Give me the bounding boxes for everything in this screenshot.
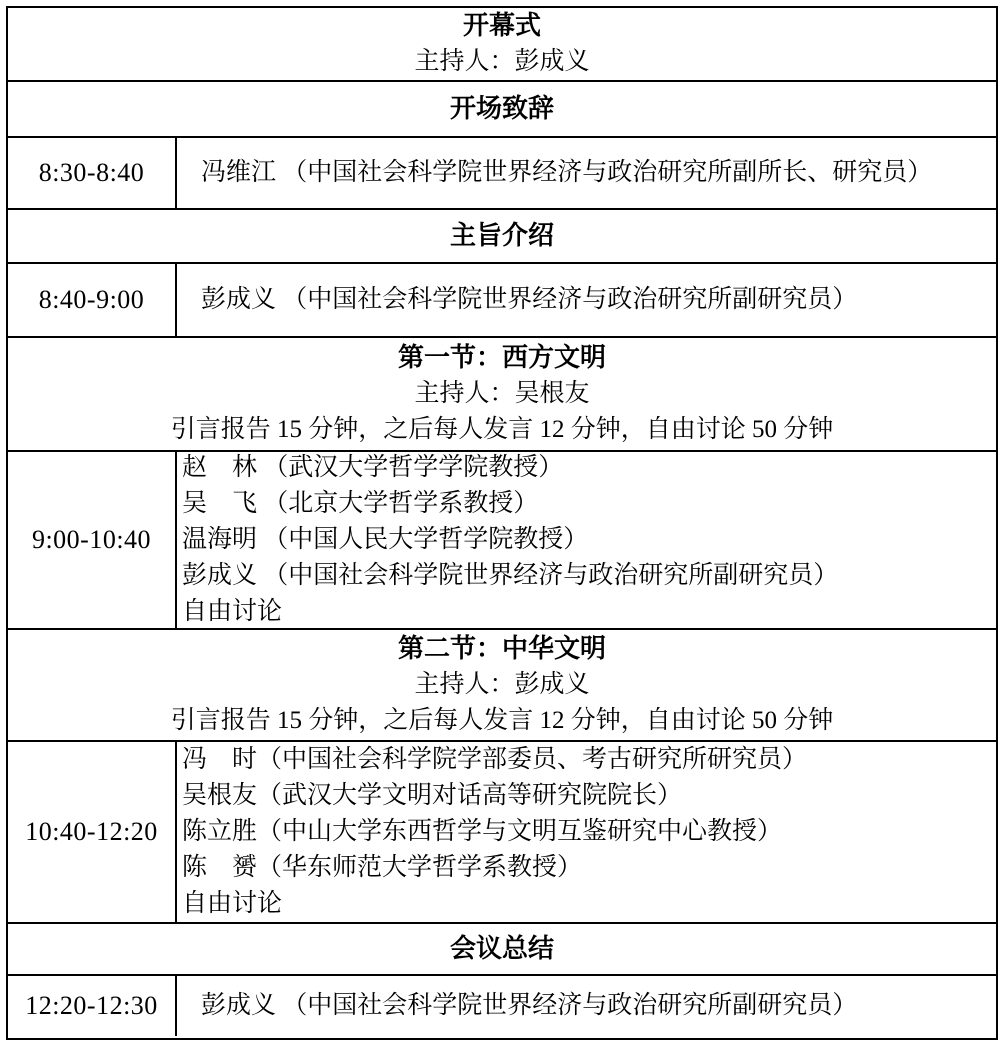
session1-host: 主持人：吴根友 <box>414 380 590 407</box>
opening-ceremony-cell <box>8 8 996 80</box>
speaker-line: 彭成义 （中国社会科学院世界经济与政治研究所副研究员） <box>201 992 858 1019</box>
speaker-line: 冯维江 （中国社会科学院世界经济与政治研究所副所长、研究员） <box>201 159 933 186</box>
speaker-line: 冯 时（中国社会科学院学部委员、考古研究所研究员） <box>182 746 808 773</box>
opening-remarks-title: 开场致辞 <box>449 94 554 123</box>
time-slot: 8:40-9:00 <box>8 264 177 336</box>
row-session1-speakers <box>8 452 996 630</box>
speaker-cell <box>177 264 996 336</box>
session1-note: 引言报告 15 分钟，之后每人发言 12 分钟，自由讨论 50 分钟 <box>170 416 834 443</box>
session1-header-cell <box>8 338 996 450</box>
keynote-title: 主旨介绍 <box>449 221 554 250</box>
time-slot: 8:30-8:40 <box>8 138 177 208</box>
speaker-line: 彭成义 （中国社会科学院世界经济与政治研究所副研究员） <box>182 562 839 589</box>
speaker-cell <box>177 976 996 1036</box>
session2-host: 主持人：彭成义 <box>414 671 590 698</box>
speaker-line: 陈立胜（中山大学东西哲学与文明互鉴研究中心教授） <box>182 818 783 845</box>
session1-title: 第一节：西方文明 <box>397 343 606 372</box>
time-slot: 9:00-10:40 <box>8 452 177 628</box>
opening-ceremony-title: 开幕式 <box>462 11 541 40</box>
speaker-line: 温海明 （中国人民大学哲学院教授） <box>182 526 589 553</box>
row-session2-speakers <box>8 742 996 924</box>
keynote-header-cell <box>8 210 996 262</box>
speaker-line: 吴 飞 （北京大学哲学系教授） <box>182 490 539 517</box>
free-discussion-line: 自由讨论 <box>182 890 283 917</box>
row-summary <box>8 976 996 1036</box>
time-slot: 12:20-12:30 <box>8 976 177 1036</box>
summary-header-cell <box>8 924 996 974</box>
speakers-cell <box>177 742 996 922</box>
speakers-cell <box>177 452 996 628</box>
row-summary-header <box>8 924 996 976</box>
row-opening-remarks-header <box>8 82 996 138</box>
conference-agenda-table <box>6 6 998 1040</box>
time-slot: 10:40-12:20 <box>8 742 177 922</box>
session2-note: 引言报告 15 分钟，之后每人发言 12 分钟，自由讨论 50 分钟 <box>170 707 834 734</box>
row-opening-remarks <box>8 138 996 210</box>
opening-remarks-header-cell <box>8 82 996 136</box>
speaker-line: 陈 赟（华东师范大学哲学系教授） <box>182 854 583 881</box>
row-keynote-header <box>8 210 996 264</box>
speaker-cell <box>177 138 996 208</box>
session2-header-cell <box>8 630 996 740</box>
speaker-line: 彭成义 （中国社会科学院世界经济与政治研究所副研究员） <box>201 286 858 313</box>
session2-title: 第二节：中华文明 <box>397 634 606 663</box>
opening-ceremony-host: 主持人：彭成义 <box>414 48 590 75</box>
row-session2-header <box>8 630 996 742</box>
speaker-line: 赵 林 （武汉大学哲学学院教授） <box>182 454 564 481</box>
row-opening-ceremony-header <box>8 8 996 82</box>
speaker-line: 吴根友（武汉大学文明对话高等研究院院长） <box>182 782 683 809</box>
row-session1-header <box>8 338 996 452</box>
summary-title: 会议总结 <box>449 934 554 963</box>
row-keynote <box>8 264 996 338</box>
free-discussion-line: 自由讨论 <box>182 598 283 625</box>
